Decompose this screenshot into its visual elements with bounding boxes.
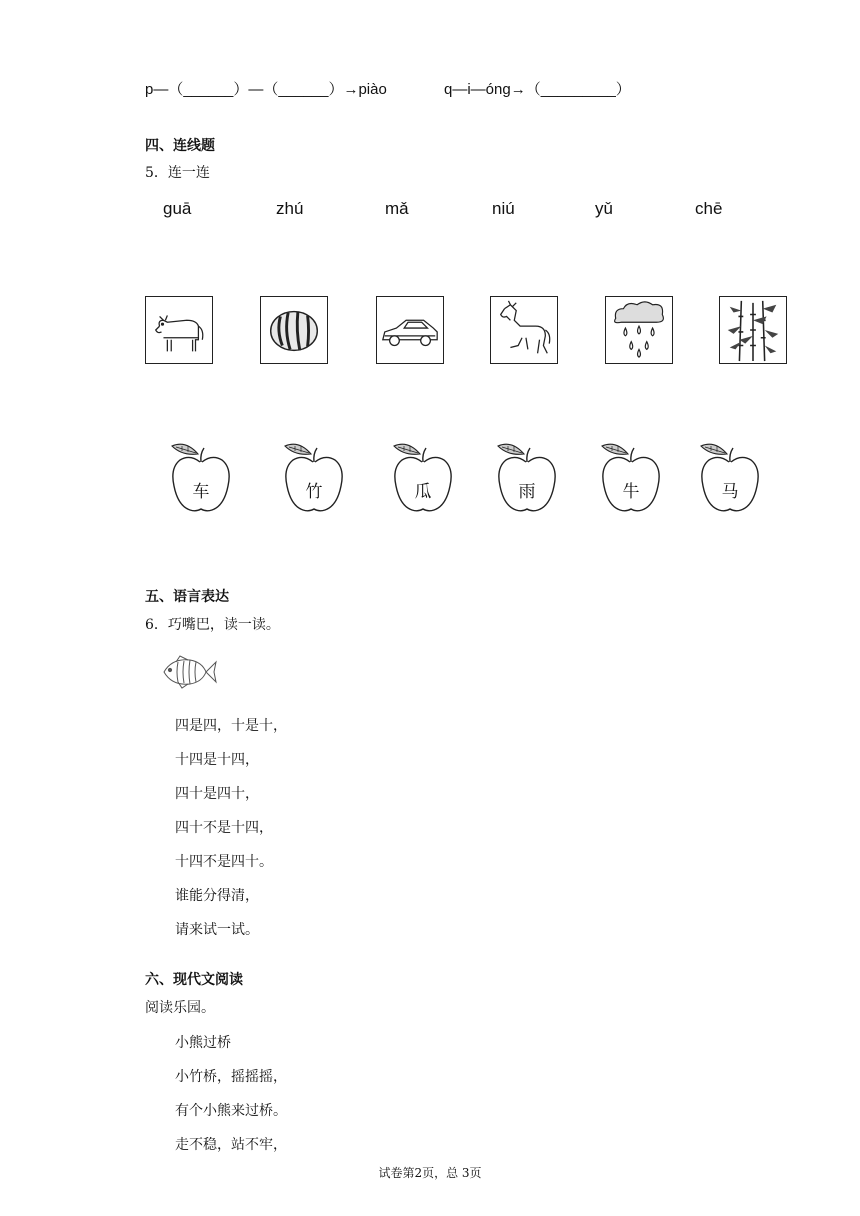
apple-character: 车 xyxy=(192,482,210,502)
reading-title: 小熊过桥 xyxy=(175,1035,231,1051)
page-footer: 试卷第2页，总 3页 xyxy=(378,1166,482,1180)
apple-character: 瓜 xyxy=(414,482,432,502)
pinyin-label: yǔ xyxy=(595,199,613,218)
tongue-twister-line: 四十不是十四， xyxy=(175,820,273,836)
apple-card[interactable] xyxy=(697,440,763,515)
section5-question: 6．巧嘴巴，读一读。 xyxy=(145,617,280,633)
car-icon xyxy=(377,297,443,363)
tongue-twister-line: 十四是十四， xyxy=(175,752,259,768)
pinyin-exercise-right: q—i—óng→（_________） xyxy=(444,81,631,98)
picture-box-cow[interactable] xyxy=(145,296,213,364)
reading-line: 小竹桥，摇摇摇， xyxy=(175,1069,287,1085)
reading-line: 有个小熊来过桥。 xyxy=(175,1103,287,1119)
tongue-twister-line: 请来试一试。 xyxy=(175,922,259,938)
apple-card[interactable] xyxy=(168,440,234,515)
section5-heading: 五、语言表达 xyxy=(145,589,229,605)
bamboo-icon xyxy=(720,297,786,363)
pinyin-label: zhú xyxy=(276,199,304,218)
picture-box-watermelon[interactable] xyxy=(260,296,328,364)
apple-character: 竹 xyxy=(305,482,323,502)
rain-icon xyxy=(606,297,672,363)
pinyin-label: guā xyxy=(163,199,192,218)
tongue-twister-line: 四十是四十， xyxy=(175,786,259,802)
pinyin-exercise-left: p—（______）—（______）→piào xyxy=(145,81,387,98)
section4-question: 5．连一连 xyxy=(145,165,210,181)
apple-card[interactable] xyxy=(390,440,456,515)
pinyin-label: niú xyxy=(492,199,515,218)
picture-box-rain[interactable] xyxy=(605,296,673,364)
picture-box-horse[interactable] xyxy=(490,296,558,364)
pinyin-label: mǎ xyxy=(385,199,409,218)
watermelon-icon xyxy=(261,297,327,363)
section4-heading: 四、连线题 xyxy=(145,138,215,154)
apple-character: 雨 xyxy=(518,482,536,502)
apple-character: 牛 xyxy=(622,482,640,502)
section6-intro: 阅读乐园。 xyxy=(145,1000,215,1016)
apple-character: 马 xyxy=(721,482,739,502)
fish-icon xyxy=(158,652,220,692)
picture-box-bamboo[interactable] xyxy=(719,296,787,364)
tongue-twister-line: 四是四，十是十， xyxy=(175,718,287,734)
apple-card[interactable] xyxy=(598,440,664,515)
tongue-twister-line: 谁能分得清， xyxy=(175,888,259,904)
apple-card[interactable] xyxy=(494,440,560,515)
pinyin-label: chē xyxy=(695,199,723,218)
tongue-twister-line: 十四不是四十。 xyxy=(175,854,273,870)
horse-icon xyxy=(491,297,557,363)
reading-line: 走不稳，站不牢， xyxy=(175,1137,287,1153)
apple-card[interactable] xyxy=(281,440,347,515)
picture-box-car[interactable] xyxy=(376,296,444,364)
section6-heading: 六、现代文阅读 xyxy=(145,972,243,988)
cow-icon xyxy=(146,297,212,363)
